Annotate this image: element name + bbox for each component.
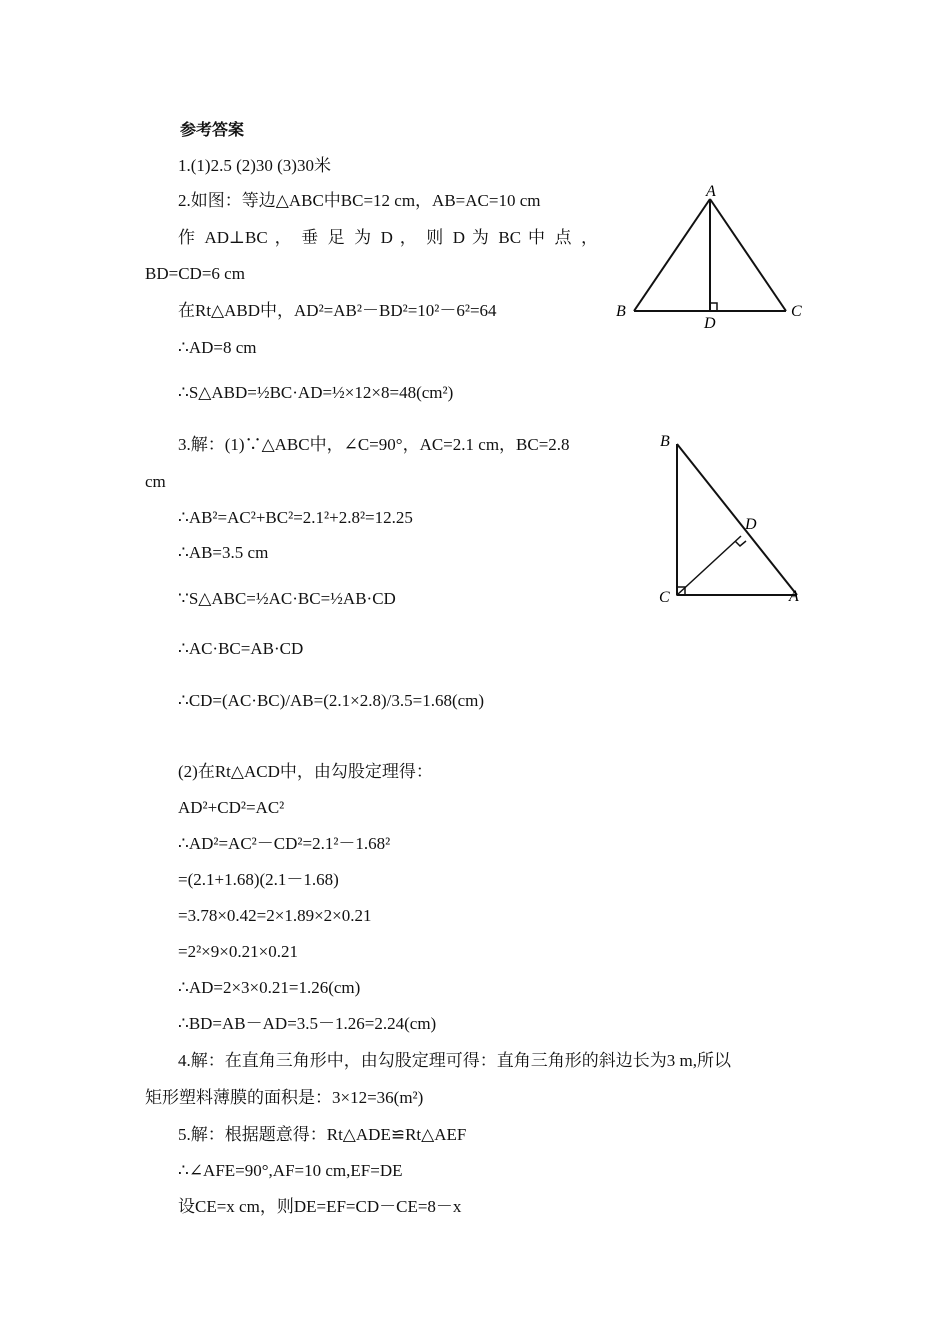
label-c: C bbox=[659, 589, 670, 606]
label-b: B bbox=[660, 433, 670, 450]
text-line-11: ∴AB=3.5 cm bbox=[178, 543, 269, 562]
text-line-24: 矩形塑料薄膜的面积是：3×12=36(m²) bbox=[145, 1088, 424, 1107]
label-b: B bbox=[616, 303, 626, 320]
label-c: C bbox=[791, 303, 802, 320]
right-angle-mark bbox=[710, 303, 717, 311]
text-line-2: 2.如图：等边△ABC中BC=12 cm，AB=AC=10 cm bbox=[178, 191, 541, 210]
text-line-9: cm bbox=[145, 472, 166, 491]
text-line-25: 5.解：根据题意得：Rt△ADE≌Rt△AEF bbox=[178, 1125, 467, 1144]
text-line-8: 3.解：(1)∵△ABC中，∠C=90°，AC=2.1 cm，BC=2.8 bbox=[178, 435, 570, 454]
side-ab bbox=[677, 444, 797, 595]
text-line-13: ∴AC·BC=AB·CD bbox=[178, 639, 304, 658]
text-line-15: (2)在Rt△ACD中，由勾股定理得： bbox=[178, 762, 433, 781]
text-line-10: ∴AB²=AC²+BC²=2.1²+2.8²=12.25 bbox=[178, 508, 413, 527]
text-line-19: =3.78×0.42=2×1.89×2×0.21 bbox=[178, 906, 372, 925]
text-line-5: 在Rt△ABD中，AD²=AB²－BD²=10²－6²=64 bbox=[178, 301, 497, 320]
text-line-22: ∴BD=AB－AD=3.5－1.26=2.24(cm) bbox=[178, 1014, 437, 1033]
right-angle-mark-d bbox=[735, 541, 746, 546]
text-line-7: ∴S△ABD=½BC·AD=½×12×8=48(cm²) bbox=[178, 383, 454, 402]
text-line-18: =(2.1+1.68)(2.1－1.68) bbox=[178, 870, 339, 889]
text-line-1: 1.(1)2.5 (2)30 (3)30米 bbox=[178, 156, 331, 175]
side-ac bbox=[710, 199, 786, 311]
text-line-14: ∴CD=(AC·BC)/AB=(2.1×2.8)/3.5=1.68(cm) bbox=[178, 691, 485, 710]
text-line-20: =2²×9×0.21×0.21 bbox=[178, 942, 298, 961]
text-line-3: 作 AD⊥BC ， 垂 足 为 D ， 则 D 为 BC 中 点 ， bbox=[178, 228, 598, 247]
text-line-4: BD=CD=6 cm bbox=[145, 264, 245, 283]
triangle-figure-1 bbox=[610, 185, 810, 335]
text-line-17: ∴AD²=AC²－CD²=2.1²－1.68² bbox=[178, 834, 391, 853]
text-line-23: 4.解：在直角三角形中，由勾股定理可得：直角三角形的斜边长为3 m,所以 bbox=[178, 1051, 731, 1070]
label-d: D bbox=[704, 315, 716, 332]
label-a: A bbox=[789, 588, 799, 605]
text-line-21: ∴AD=2×3×0.21=1.26(cm) bbox=[178, 978, 361, 997]
label-d: D bbox=[745, 516, 757, 533]
side-ab bbox=[634, 199, 710, 311]
text-line-27: 设CE=x cm，则DE=EF=CD－CE=8－x bbox=[178, 1197, 462, 1216]
label-a: A bbox=[706, 185, 716, 200]
text-line-6: ∴AD=8 cm bbox=[178, 338, 257, 357]
text-line-26: ∴∠AFE=90°,AF=10 cm,EF=DE bbox=[178, 1161, 403, 1180]
altitude-cd bbox=[677, 536, 741, 595]
triangle-figure-2 bbox=[655, 430, 815, 615]
text-line-12: ∵S△ABC=½AC·BC=½AB·CD bbox=[178, 589, 396, 608]
heading: 参考答案 bbox=[180, 120, 245, 139]
text-line-16: AD²+CD²=AC² bbox=[178, 798, 285, 817]
